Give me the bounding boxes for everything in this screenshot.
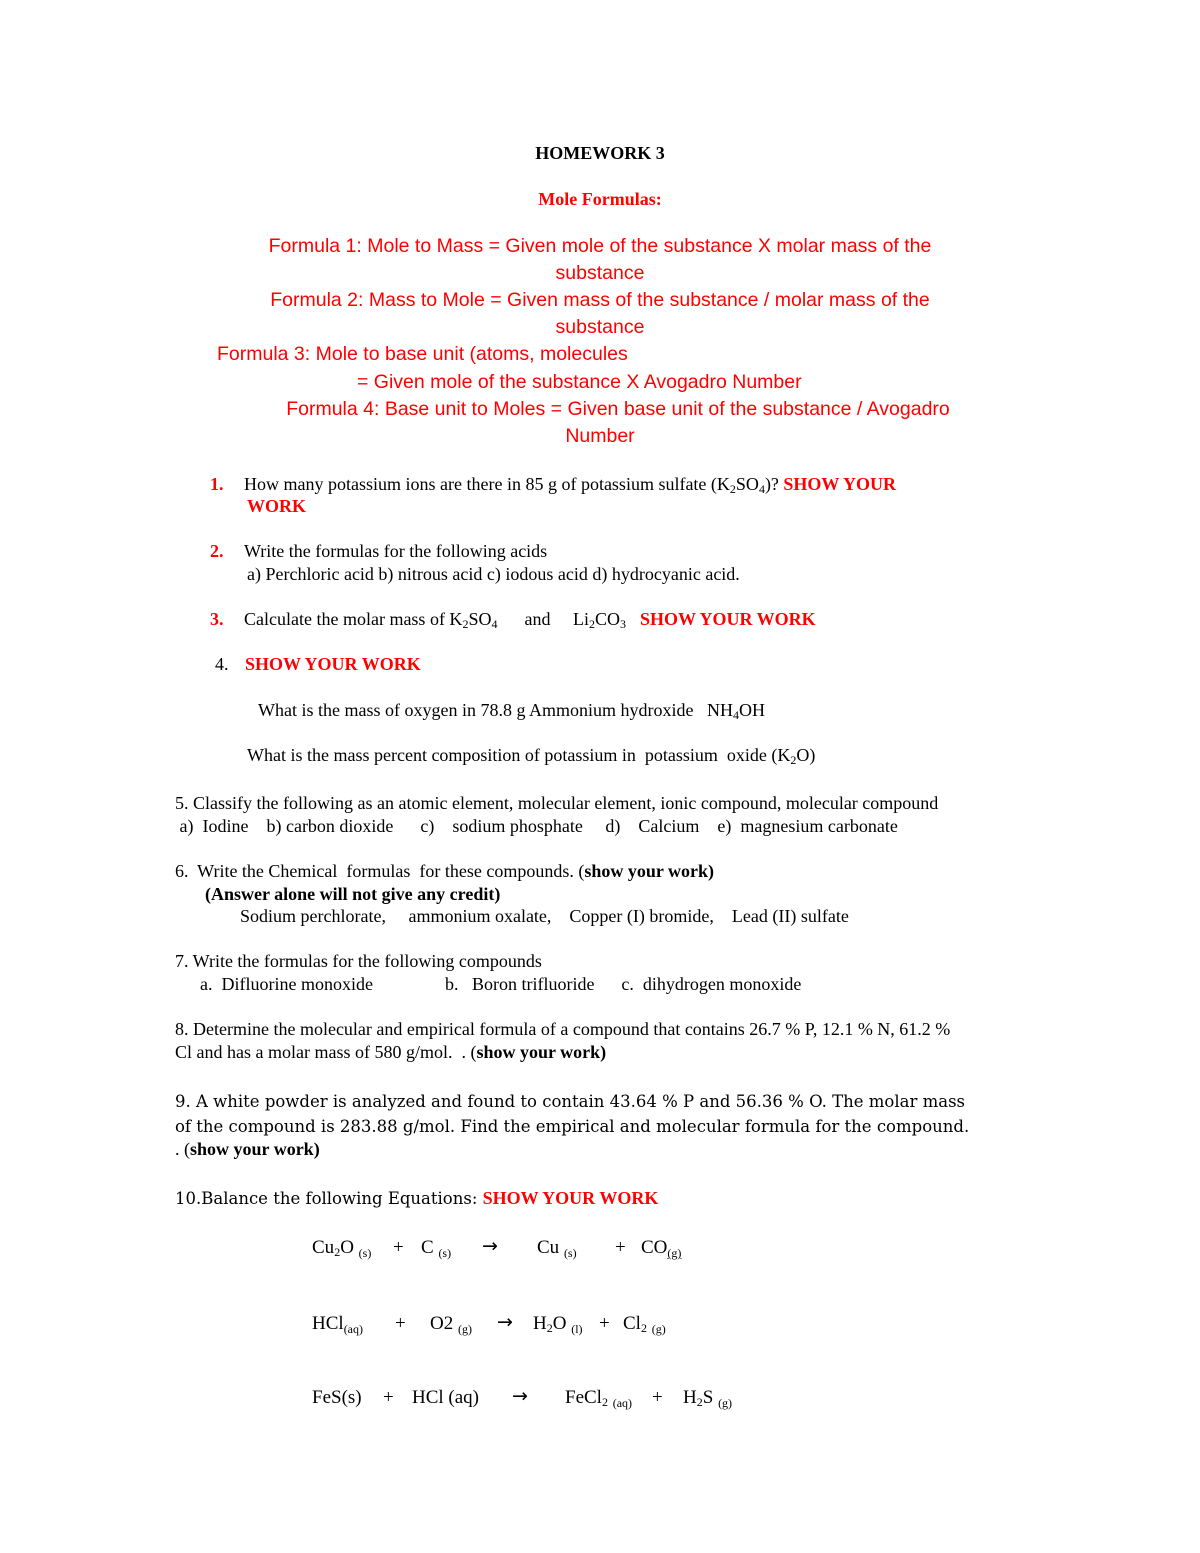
question-text: OH xyxy=(738,700,765,720)
question-4 xyxy=(215,653,421,676)
formula-3-line2: = Given mole of the substance X Avogadro Number xyxy=(357,371,802,393)
question-text: 6. Write the Chemical formulas for these compounds. ( xyxy=(175,861,585,881)
product: H xyxy=(683,1387,697,1408)
subscript: 2 xyxy=(334,1245,341,1259)
subscript: 2 xyxy=(696,1395,703,1409)
formula-2-line1: Formula 2: Mass to Mole = Given mass of the substance / molar mass of the xyxy=(270,289,930,311)
equation-1-reactant-2 xyxy=(421,1236,451,1265)
question-1 xyxy=(210,473,896,496)
subscript: 4 xyxy=(491,617,498,631)
page-subtitle: Mole Formulas: xyxy=(538,189,662,209)
question-text: )? xyxy=(764,474,784,494)
subscript: 2 xyxy=(601,1395,608,1409)
state-label: (aq) xyxy=(343,1322,364,1336)
plus-sign: + xyxy=(652,1387,663,1408)
question-6-compounds: Sodium perchlorate, ammonium oxalate, Copper (I) bromide, Lead (II) sulfate xyxy=(240,906,849,926)
reactant: Cu xyxy=(312,1237,335,1258)
show-work-label: WORK xyxy=(247,496,307,516)
question-text: Cl and has a molar mass of 580 g/mol. . ( xyxy=(175,1042,477,1062)
question-text: SO xyxy=(735,474,759,494)
question-6-note: (Answer alone will not give any credit) xyxy=(205,884,501,904)
state-label: (aq) xyxy=(612,1396,633,1410)
subscript: 3 xyxy=(619,617,626,631)
subscript: 2 xyxy=(640,1321,647,1335)
question-5-options: a) Iodine b) carbon dioxide c) sodium phosphate d) Calcium e) magnesium carbonate xyxy=(175,816,898,836)
show-work-label: SHOW YOUR WORK xyxy=(245,654,421,674)
subscript: 4 xyxy=(758,482,765,496)
question-9-line2: of the compound is 283.88 g/mol. Find the empirical and molecular formula for the compound. xyxy=(175,1117,970,1136)
show-work-note: show your work) xyxy=(190,1139,320,1159)
product: FeCl xyxy=(565,1387,602,1408)
show-work-label: SHOW YOUR xyxy=(783,474,896,494)
product: CO xyxy=(641,1237,668,1258)
question-text: What is the mass of oxygen in 78.8 g Ammonium hydroxide NH xyxy=(258,700,733,720)
state-label: (s) xyxy=(563,1246,577,1260)
question-6 xyxy=(175,860,714,883)
question-text: Write the formulas for the following acids xyxy=(244,541,548,561)
arrow-icon: → xyxy=(512,1385,528,1407)
formula-1-line1: Formula 1: Mole to Mass = Given mole of the substance X molar mass of the xyxy=(268,235,932,257)
question-10 xyxy=(175,1187,658,1210)
product: H xyxy=(533,1313,547,1334)
formula-3-line1: Formula 3: Mole to base unit (atoms, molecules xyxy=(217,343,628,365)
formula-4-line2: Number xyxy=(565,425,635,447)
question-4-part-b xyxy=(247,744,815,767)
question-text: and Li xyxy=(497,609,589,629)
plus-sign: + xyxy=(395,1313,406,1334)
question-7: 7. Write the formulas for the following compounds xyxy=(175,951,542,971)
product: Cu xyxy=(537,1237,560,1258)
question-text: 10.Balance the following Equations: xyxy=(175,1189,483,1208)
reactant: C xyxy=(421,1237,434,1258)
product: Cl xyxy=(623,1313,641,1334)
question-number: 3. xyxy=(210,609,224,629)
question-9-line3 xyxy=(175,1138,320,1161)
equation-1 xyxy=(312,1236,371,1265)
question-text: SO xyxy=(468,609,492,629)
product: S xyxy=(702,1387,714,1408)
equation-3-product-1 xyxy=(565,1386,632,1415)
equation-2-product-2 xyxy=(623,1312,666,1341)
state-label: (g) xyxy=(718,1396,733,1410)
equation-2-reactant-2 xyxy=(430,1312,472,1341)
question-text: Calculate the molar mass of K xyxy=(244,609,463,629)
show-work-note: show your work) xyxy=(476,1042,607,1062)
question-2-options: a) Perchloric acid b) nitrous acid c) iodous acid d) hydrocyanic acid. xyxy=(247,564,740,584)
question-number: 1. xyxy=(210,474,224,494)
state-label: (g) xyxy=(651,1322,666,1336)
equation-1-product-2 xyxy=(641,1236,681,1265)
show-work-label: SHOW YOUR WORK xyxy=(639,609,816,629)
plus-sign: + xyxy=(615,1237,626,1258)
question-text: How many potassium ions are there in 85 g of potassium sulfate (K xyxy=(244,474,730,494)
equation-3-reactant-2: HCl (aq) xyxy=(412,1387,480,1408)
page-title: HOMEWORK 3 xyxy=(535,143,665,163)
equation-1-product-1 xyxy=(537,1236,577,1265)
question-text: CO xyxy=(594,609,620,629)
question-number: 4. xyxy=(215,654,229,674)
show-work-label: SHOW YOUR WORK xyxy=(482,1188,659,1208)
question-8: 8. Determine the molecular and empirical formula of a compound that contains 26.7 % P, 12.1 % N, 61.2 % xyxy=(175,1019,951,1039)
state-label: (s) xyxy=(438,1246,452,1260)
subscript: 2 xyxy=(729,482,736,496)
question-text: . ( xyxy=(175,1139,190,1159)
arrow-icon: → xyxy=(482,1235,498,1257)
subscript: 2 xyxy=(462,617,469,631)
reactant: O xyxy=(340,1237,354,1258)
plus-sign: + xyxy=(383,1387,394,1408)
subscript: 2 xyxy=(790,753,797,767)
question-number: 2. xyxy=(210,541,224,561)
formula-4-line1: Formula 4: Base unit to Moles = Given base unit of the substance / Avogadro xyxy=(286,398,950,420)
question-3 xyxy=(210,608,816,631)
state-label: (g) xyxy=(667,1246,682,1260)
show-work-note: show your work) xyxy=(584,861,715,881)
subscript: 2 xyxy=(588,617,595,631)
equation-2-product-1 xyxy=(533,1312,583,1341)
state-label: (s) xyxy=(358,1246,372,1260)
question-7-options: a. Difluorine monoxide b. Boron trifluoride c. dihydrogen monoxide xyxy=(200,974,802,994)
reactant: HCl xyxy=(312,1313,344,1334)
equation-3-product-2 xyxy=(683,1386,732,1415)
arrow-icon: → xyxy=(497,1311,513,1333)
question-text: What is the mass percent composition of potassium in potassium oxide (K xyxy=(247,745,791,765)
question-2 xyxy=(210,540,547,563)
subscript: 4 xyxy=(732,708,739,722)
question-4-part-a xyxy=(258,699,765,722)
formula-1-line2: substance xyxy=(555,262,645,284)
question-8-line2 xyxy=(175,1041,606,1064)
question-9: 9. A white powder is analyzed and found to contain 43.64 % P and 56.36 % O. The molar mass xyxy=(175,1092,966,1111)
reactant: O2 xyxy=(430,1313,454,1334)
equation-2 xyxy=(312,1312,363,1341)
question-5: 5. Classify the following as an atomic element, molecular element, ionic compound, molecular compound xyxy=(175,793,939,813)
product: O xyxy=(552,1313,567,1334)
formula-2-line2: substance xyxy=(555,316,645,338)
plus-sign: + xyxy=(393,1237,404,1258)
state-label: (g) xyxy=(457,1322,472,1336)
equation-3: FeS(s) xyxy=(312,1387,362,1408)
state-label: (l) xyxy=(571,1322,583,1336)
question-text: O) xyxy=(796,745,816,765)
subscript: 2 xyxy=(546,1321,553,1335)
plus-sign: + xyxy=(599,1313,610,1334)
